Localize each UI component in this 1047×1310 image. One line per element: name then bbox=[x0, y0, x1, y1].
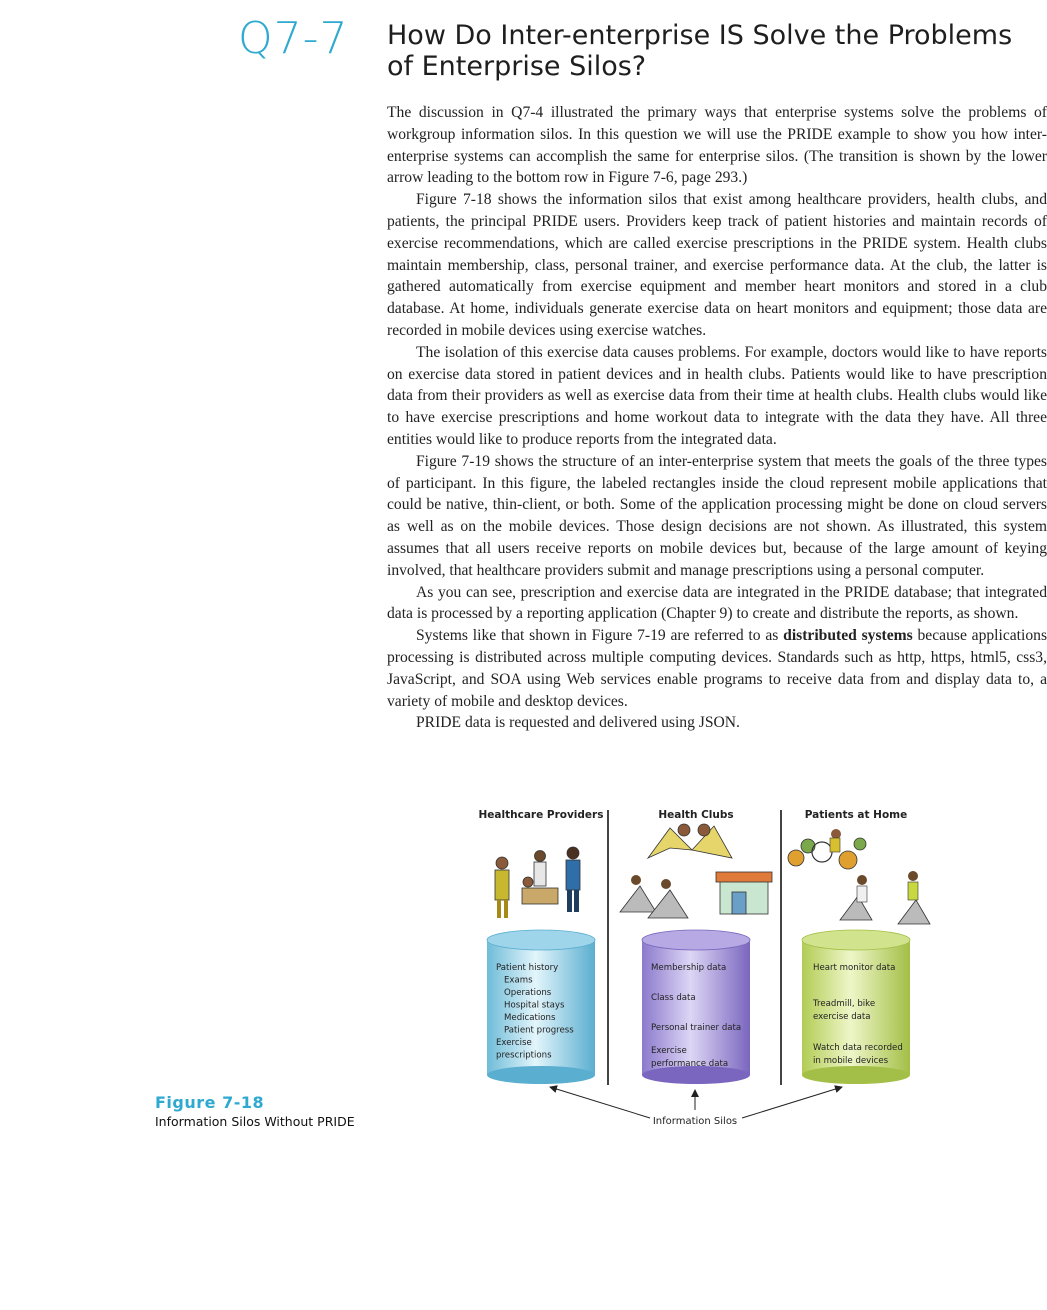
silo-item: Hospital stays bbox=[504, 1000, 565, 1011]
silo-item: Exercise bbox=[651, 1046, 687, 1056]
silo-item: Membership data bbox=[651, 963, 727, 973]
silo-item: Watch data recorded bbox=[813, 1043, 903, 1053]
doctors-illustration bbox=[495, 847, 580, 918]
silo-item: Operations bbox=[504, 988, 552, 998]
silo-item: prescriptions bbox=[496, 1050, 552, 1061]
column-header-healthcare-providers: Healthcare Providers bbox=[478, 809, 604, 821]
paragraph-5: As you can see, prescription and exercise data are integrated in the PRIDE database; that integrated data is processed by a reporting application (Chapter 9) to create and distribute the reports, as shown. bbox=[387, 583, 1047, 623]
paragraph-3: The isolation of this exercise data causes problems. For example, doctors would like to have reports on exercise data stored in patient devices and in health clubs. Patients would like to have prescription data from their providers as well as exercise data from their time at health clubs. Health clubs would like to have exercise prescriptions and home workout data to integrate with the data they have. All three entities would like to produce reports from the integrated data. bbox=[387, 343, 1047, 448]
paragraph-2: Figure 7-18 shows the information silos that exist among healthcare providers, health clubs, and patients, the principal PRIDE users. Providers keep track of patient histories and maintain records of exercise recommendations, which are called exercise prescriptions in the PRIDE system. Health clubs maintain membership, class, personal trainer, and exercise performance data. At the club, the latter is gathered automatically from exercise equipment and member heart monitors and stored in a club database. At home, individuals generate exercise data on heart monitors and equipment; those data are recorded in mobile devices using exercise watches. bbox=[387, 191, 1047, 339]
paragraph-6-start: Systems like that shown in Figure 7-19 are referred to as bbox=[416, 627, 784, 645]
silo-item: in mobile devices bbox=[813, 1056, 889, 1066]
question-number: Q7-7 bbox=[238, 13, 349, 64]
silo-item: Exams bbox=[504, 975, 533, 986]
paragraph-1: The discussion in Q7-4 illustrated the primary ways that enterprise systems solve the problems of workgroup information silos. In this question we will use the PRIDE example to show you how inter-enterprise systems can accomplish the same for enterprise silos. (The transition is shown by the lower arrow leading to the bottom row in Figure 7-6, page 293.) bbox=[387, 104, 1047, 187]
silo-item: Treadmill, bike bbox=[813, 999, 876, 1009]
arrow-to-home-silo bbox=[742, 1087, 842, 1118]
home-exercise-illustration bbox=[788, 829, 930, 924]
database-health-clubs bbox=[642, 930, 750, 1084]
paragraph-4: Figure 7-19 shows the structure of an inter-enterprise system that meets the goals of the three types of participant. In this figure, the labeled rectangles inside the cloud represent mobile applications that could be native, thin-client, or both. Some of the application processing might be done on cloud servers as well as on the mobile devices. Those design decisions are not shown. As illustrated, this system assumes that all users receive reports on mobile devices but, because of the large amount of keying involved, that healthcare providers submit and manage prescriptions using a personal computer. bbox=[387, 452, 1047, 579]
silo-item: Patient progress bbox=[504, 1025, 574, 1036]
figure-number: Figure 7-18 bbox=[155, 1093, 265, 1112]
question-title-line-1: How Do Inter-enterprise IS Solve the Problems bbox=[387, 20, 1013, 51]
paragraph-7: PRIDE data is requested and delivered using JSON. bbox=[416, 714, 740, 732]
information-silos-label: Information Silos bbox=[652, 1116, 738, 1127]
term-distributed-systems: distributed systems bbox=[783, 627, 913, 645]
figure-caption bbox=[155, 1093, 355, 1129]
arrow-to-healthcare-silo bbox=[550, 1087, 650, 1118]
column-header-health-clubs: Health Clubs bbox=[658, 809, 734, 821]
health-club-illustration bbox=[620, 824, 772, 918]
silo-item: Medications bbox=[504, 1013, 556, 1023]
paragraph-6-end: because applications processing is distributed across multiple computing devices. Standards such as http, https, html5, css3, JavaScript, and SOA using Web services enable programs to receive data from and display data to, a variety of mobile and desktop devices. bbox=[387, 627, 1047, 710]
silo-item: exercise data bbox=[813, 1012, 871, 1022]
database-healthcare-providers bbox=[487, 930, 595, 1084]
question-title bbox=[387, 20, 1017, 82]
silo-item: Exercise bbox=[496, 1038, 532, 1048]
silo-item: Patient history bbox=[496, 963, 559, 973]
question-title-line-2: of Enterprise Silos? bbox=[387, 51, 647, 82]
figure-caption-text: Information Silos Without PRIDE bbox=[155, 1114, 355, 1129]
paragraph-6 bbox=[387, 625, 1047, 712]
column-header-patients-at-home: Patients at Home bbox=[804, 809, 908, 821]
silo-item: Personal trainer data bbox=[651, 1023, 742, 1033]
silo-item: Heart monitor data bbox=[813, 963, 896, 973]
silo-item: Class data bbox=[651, 993, 696, 1003]
information-silos-diagram bbox=[470, 800, 960, 1130]
database-patients-at-home bbox=[802, 930, 910, 1084]
silo-item: performance data bbox=[651, 1059, 729, 1069]
body-text bbox=[387, 102, 1047, 734]
